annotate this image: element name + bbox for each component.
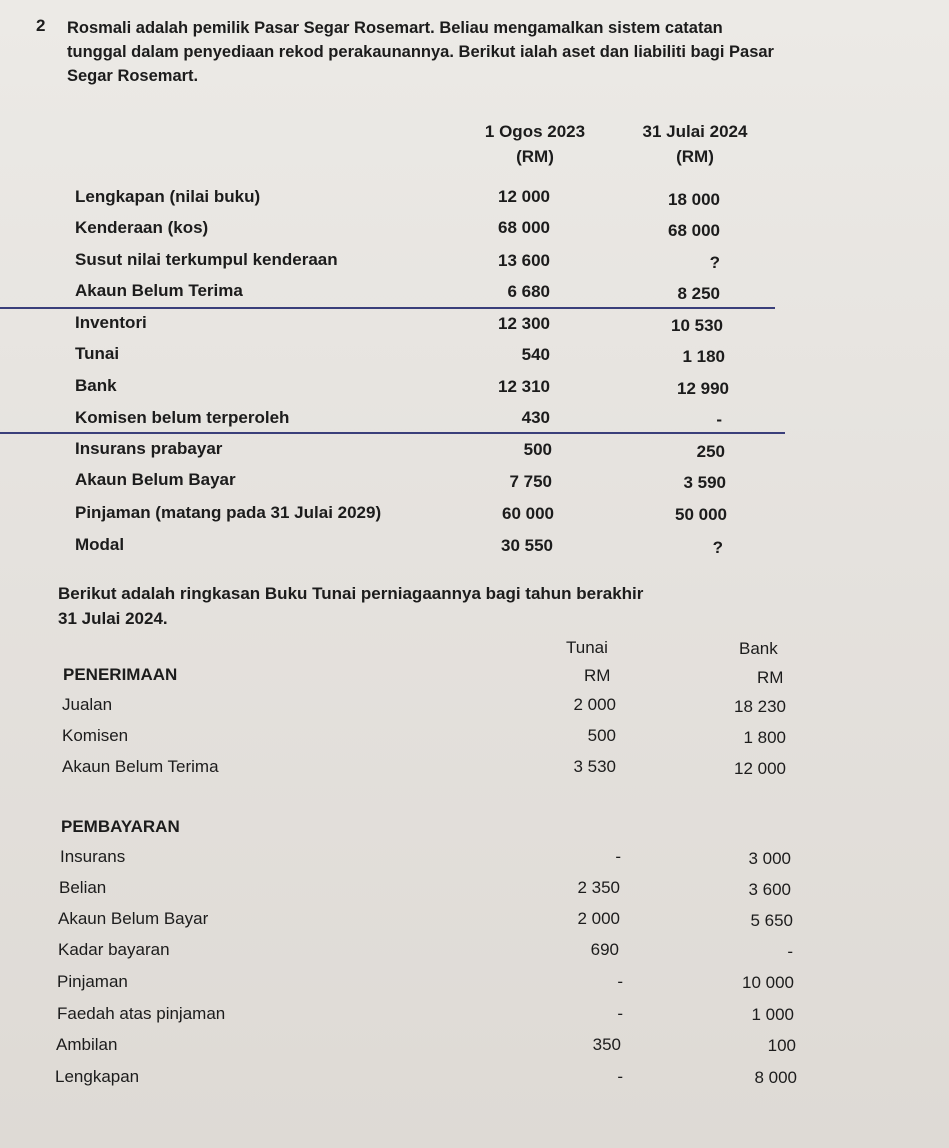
balance-row-label: Lengkapan (nilai buku) [75,187,261,206]
receipt-bank: 18 230 [734,697,786,716]
balance-row-label: Pinjaman (matang pada 31 Julai 2029) [75,503,382,522]
balance-row-v2: 1 180 [682,347,725,366]
question-number: 2 [36,16,46,35]
col1-unit-header: (RM) [516,147,554,166]
payment-bank: 8 000 [754,1068,797,1087]
payment-label: Lengkapan [55,1067,140,1086]
payment-label: Pinjaman [57,972,128,991]
balance-row-v2: ? [709,253,720,272]
payments-heading: PEMBAYARAN [61,817,180,836]
payment-tunai: - [617,1004,623,1023]
cashbook-col-tunai: Tunai [566,638,608,657]
payment-bank: 100 [767,1036,796,1055]
balance-row-v1: 13 600 [498,251,550,270]
balance-row-label: Bank [75,376,117,395]
balance-row-label: Komisen belum terperoleh [75,408,290,427]
balance-row-label: Modal [75,535,125,554]
balance-row-v1: 500 [523,440,552,459]
balance-row-v1: 540 [521,345,550,364]
balance-row-label: Kenderaan (kos) [75,218,209,237]
payment-tunai: - [617,972,623,991]
balance-row-v2: 68 000 [668,221,720,240]
balance-row-v2: 3 590 [683,473,726,492]
balance-row-v2: 12 990 [677,379,729,398]
balance-row-v1: 7 750 [509,472,552,491]
balance-row-label: Inventori [75,313,147,332]
payment-tunai: 2 000 [577,909,620,928]
balance-row-v2: - [716,410,722,429]
col2-unit-header: (RM) [676,147,714,166]
receipt-tunai: 500 [587,726,616,745]
balance-row-v1: 6 680 [507,282,550,301]
balance-row-v1: 12 000 [498,187,550,206]
balance-row-v1: 12 310 [498,377,550,396]
payment-bank: 10 000 [742,973,794,992]
receipt-bank: 1 800 [743,728,786,747]
balance-row-v2: 250 [696,442,725,461]
payment-tunai: 350 [592,1035,621,1054]
receipt-tunai: 2 000 [573,695,616,714]
payment-bank: - [787,942,793,961]
receipt-label: Jualan [62,695,113,714]
cashbook-col-bank: Bank [739,639,778,658]
payment-label: Faedah atas pinjaman [57,1004,226,1023]
balance-row-v1: 60 000 [502,504,554,523]
payment-label: Kadar bayaran [58,940,170,959]
cashbook-intro-line1: Berikut adalah ringkasan Buku Tunai perniagaannya bagi tahun berakhir [58,584,644,603]
payment-bank: 1 000 [751,1005,794,1024]
balance-row-label: Insurans prabayar [75,439,223,458]
payment-tunai: - [615,847,621,866]
payment-tunai: - [617,1067,623,1086]
question-text: Rosmali adalah pemilik Pasar Segar Rosemart. Beliau mengamalkan sistem catatan tunggal dalam penyediaan rekod perakaunannya. Berikut ialah aset dan liabiliti bagi Pasar Segar Rosemart. [67,19,774,85]
col2-date-header: 31 Julai 2024 [642,122,748,141]
balance-row-v2: 8 250 [677,284,720,303]
cashbook-unit-bank: RM [757,668,784,687]
balance-row-label: Susut nilai terkumpul kenderaan [75,250,338,269]
balance-row-v2: 18 000 [668,190,720,209]
balance-row-v2: ? [712,538,723,557]
cashbook-unit-tunai: RM [584,666,611,685]
payment-bank: 5 650 [750,911,793,930]
receipt-label: Komisen [62,726,129,745]
payment-tunai: 2 350 [577,878,620,897]
table-divider-2 [0,432,785,434]
table-divider-1 [0,307,775,309]
balance-row-v1: 68 000 [498,218,550,237]
receipt-label: Akaun Belum Terima [62,757,219,776]
payment-bank: 3 600 [748,880,791,899]
balance-row-v2: 10 530 [671,316,723,335]
receipt-tunai: 3 530 [573,757,616,776]
payment-label: Belian [59,878,107,897]
payment-label: Insurans [60,847,126,866]
payment-label: Akaun Belum Bayar [58,909,209,928]
balance-row-v1: 30 550 [501,536,553,555]
payment-tunai: 690 [590,940,619,959]
balance-row-label: Akaun Belum Terima [75,281,243,300]
balance-row-label: Akaun Belum Bayar [75,470,236,489]
receipt-bank: 12 000 [734,759,786,778]
col1-date-header: 1 Ogos 2023 [484,122,586,141]
balance-row-v1: 430 [521,408,550,427]
cashbook-intro-line2: 31 Julai 2024. [58,609,168,628]
balance-row-v2: 50 000 [675,505,727,524]
balance-row-label: Tunai [75,344,120,363]
receipts-heading: PENERIMAAN [63,665,178,684]
payment-label: Ambilan [56,1035,118,1054]
payment-bank: 3 000 [748,849,791,868]
balance-row-v1: 12 300 [498,314,550,333]
